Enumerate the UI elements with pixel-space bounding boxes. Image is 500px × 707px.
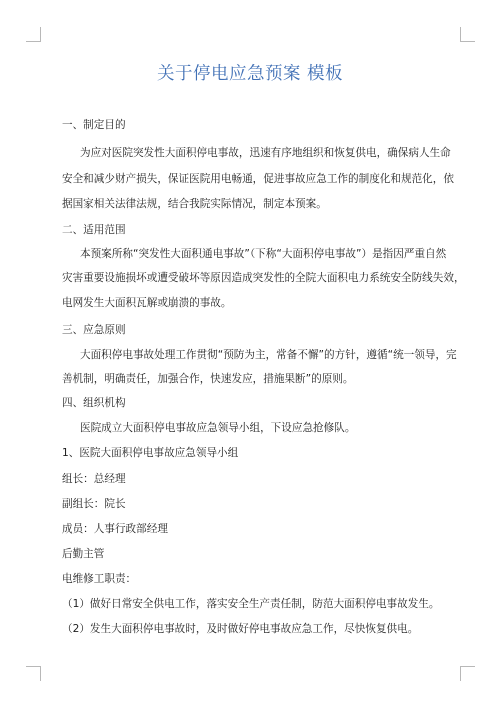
paragraph-line: 安全和减少财产损失，保证医院用电畅通，促进事故应急工作的制度化和规范化，依	[62, 173, 454, 185]
paragraph-line: 医院成立大面积停电事故应急领导小组，下设应急抢修队。	[80, 422, 356, 434]
document-title: 关于停电应急预案 模板	[156, 64, 344, 84]
paragraph-line: 灾害重要设施损坏或遭受破坏等原因造成突发性的全院大面积电力系统安全防线失效，	[62, 272, 465, 284]
crop-mark-bottom-right	[460, 666, 475, 681]
deputy-leader-line: 副组长：院长	[62, 498, 126, 510]
heading-principles: 三、应急原则	[62, 324, 126, 336]
leader-line: 组长：总经理	[62, 473, 126, 485]
paragraph-line: 为应对医院突发性大面积停电事故，迅速有序地组织和恢复供电，确保病人生命	[80, 147, 451, 159]
heading-organization: 四、组织机构	[62, 397, 126, 409]
heading-purpose: 一、制定目的	[62, 119, 126, 131]
members-line: 后勤主管	[62, 548, 105, 560]
heading-scope: 二、适用范围	[62, 224, 126, 236]
paragraph-line: 善机制，明确责任，加强合作，快速发应，措施果断”的原则。	[62, 373, 354, 385]
crop-mark-top-right	[460, 27, 475, 42]
subheading-leadership-group: 1、医院大面积停电事故应急领导小组	[62, 447, 239, 459]
members-line: 成员：人事行政部经理	[62, 523, 168, 535]
paragraph-line: 本预案所称“突发性大面积通电事故”（下称“大面积停电事故”）是指因严重自然	[80, 248, 447, 260]
duties-heading: 电维修工职责：	[62, 573, 137, 585]
paragraph-line: 大面积停电事故处理工作贯彻“预防为主，常备不懈”的方针，遵循“统一领导，完	[80, 349, 457, 361]
paragraph-line: 电网发生大面积瓦解或崩溃的事故。	[62, 297, 232, 309]
crop-mark-top-left	[26, 27, 41, 42]
paragraph-line: 据国家相关法律法规，结合我院实际情况，制定本预案。	[62, 198, 327, 210]
crop-mark-bottom-left	[26, 666, 41, 681]
duty-item: （1）做好日常安全供电工作，落实安全生产责任制，防范大面积停电事故发生。	[62, 598, 440, 610]
duty-item: （2）发生大面积停电事故时，及时做好停电事故应急工作，尽快恢复供电。	[62, 623, 419, 635]
